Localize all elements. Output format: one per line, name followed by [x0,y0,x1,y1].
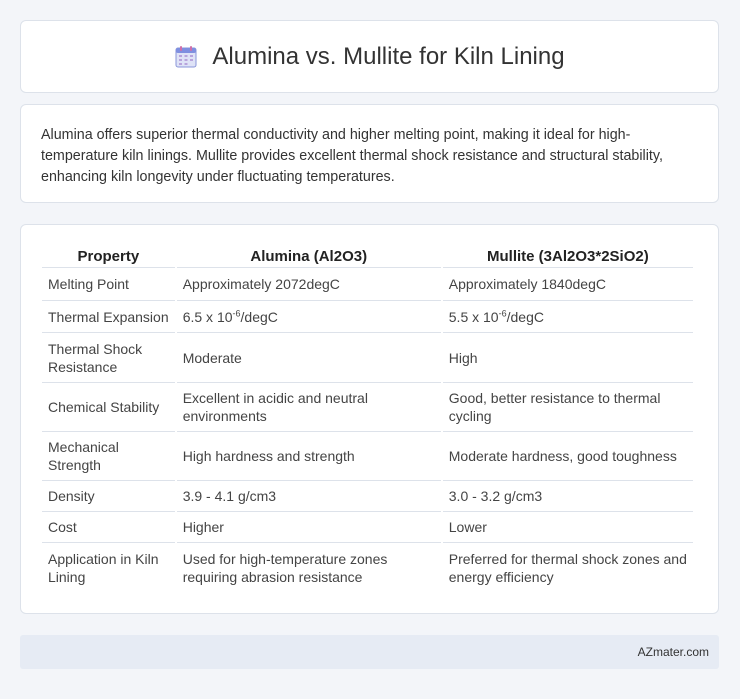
table-row [42,268,693,301]
cell-alumina [177,301,441,333]
table-row [42,383,693,432]
cell-mullite: Lower [443,512,693,543]
table-row [42,481,693,512]
expansion-unit: /degC [240,308,278,325]
expansion-value: 6.5 x 10 [182,308,233,325]
cell-alumina: Excellent in acidic and neutral environments [177,383,441,432]
cell-property: Cost [42,512,175,543]
expansion-exponent: -6 [498,307,507,318]
cell-property: Density [42,481,175,512]
cell-mullite: Good, better resistance to thermal cycling [443,383,693,432]
table-row [42,333,693,383]
page-title: Alumina vs. Mullite for Kiln Lining [212,42,565,70]
calendar-icon [174,45,198,69]
cell-mullite: Approximately 1840degC [443,268,693,301]
expansion-exponent: -6 [232,307,241,318]
cell-mullite: Preferred for thermal shock zones and energy efficiency [448,550,687,585]
header-mullite: Mullite (3Al2O3*2SiO2) [443,243,693,268]
cell-mullite [443,301,693,333]
cell-mullite: Moderate hardness, good toughness [443,432,693,481]
expansion-value: 5.5 x 10 [448,308,499,325]
cell-property: Melting Point [42,268,175,301]
comparison-table [40,243,695,592]
description-text: Alumina offers superior thermal conductivity and higher melting point, making it ideal for high-temperature kiln linings. Mullite provides excellent thermal shock resistance and structural stability, enhancing kiln longevity under fluctuating temperatures. [41,127,663,185]
cell-alumina: Approximately 2072degC [177,268,441,301]
comparison-table-card [20,224,719,614]
footer-brand: AZmater.com [637,645,709,659]
cell-alumina: Used for high-temperature zones requiring abrasion resistance [182,550,388,585]
table-header-row [42,243,693,268]
header-alumina: Alumina (Al2O3) [177,243,441,268]
cell-alumina: High hardness and strength [177,432,441,481]
title-card [20,20,719,93]
cell-alumina: Higher [177,512,441,543]
cell-property: Thermal Shock Resistance [42,333,175,383]
header-property: Property [42,243,175,268]
cell-alumina: Moderate [177,333,441,383]
table-row [42,301,693,333]
description-card [20,104,719,203]
cell-property: Chemical Stability [42,383,175,432]
expansion-unit: /degC [506,308,544,325]
cell-mullite: 3.0 - 3.2 g/cm3 [443,481,693,512]
cell-property: Thermal Expansion [42,301,175,333]
table-row [42,432,693,481]
table-row [42,512,693,543]
cell-property: Mechanical Strength [42,432,175,481]
table-row [42,543,693,592]
footer-bar [20,635,719,669]
cell-property: Application in Kiln Lining [48,550,159,585]
cell-mullite: High [443,333,693,383]
cell-alumina: 3.9 - 4.1 g/cm3 [177,481,441,512]
